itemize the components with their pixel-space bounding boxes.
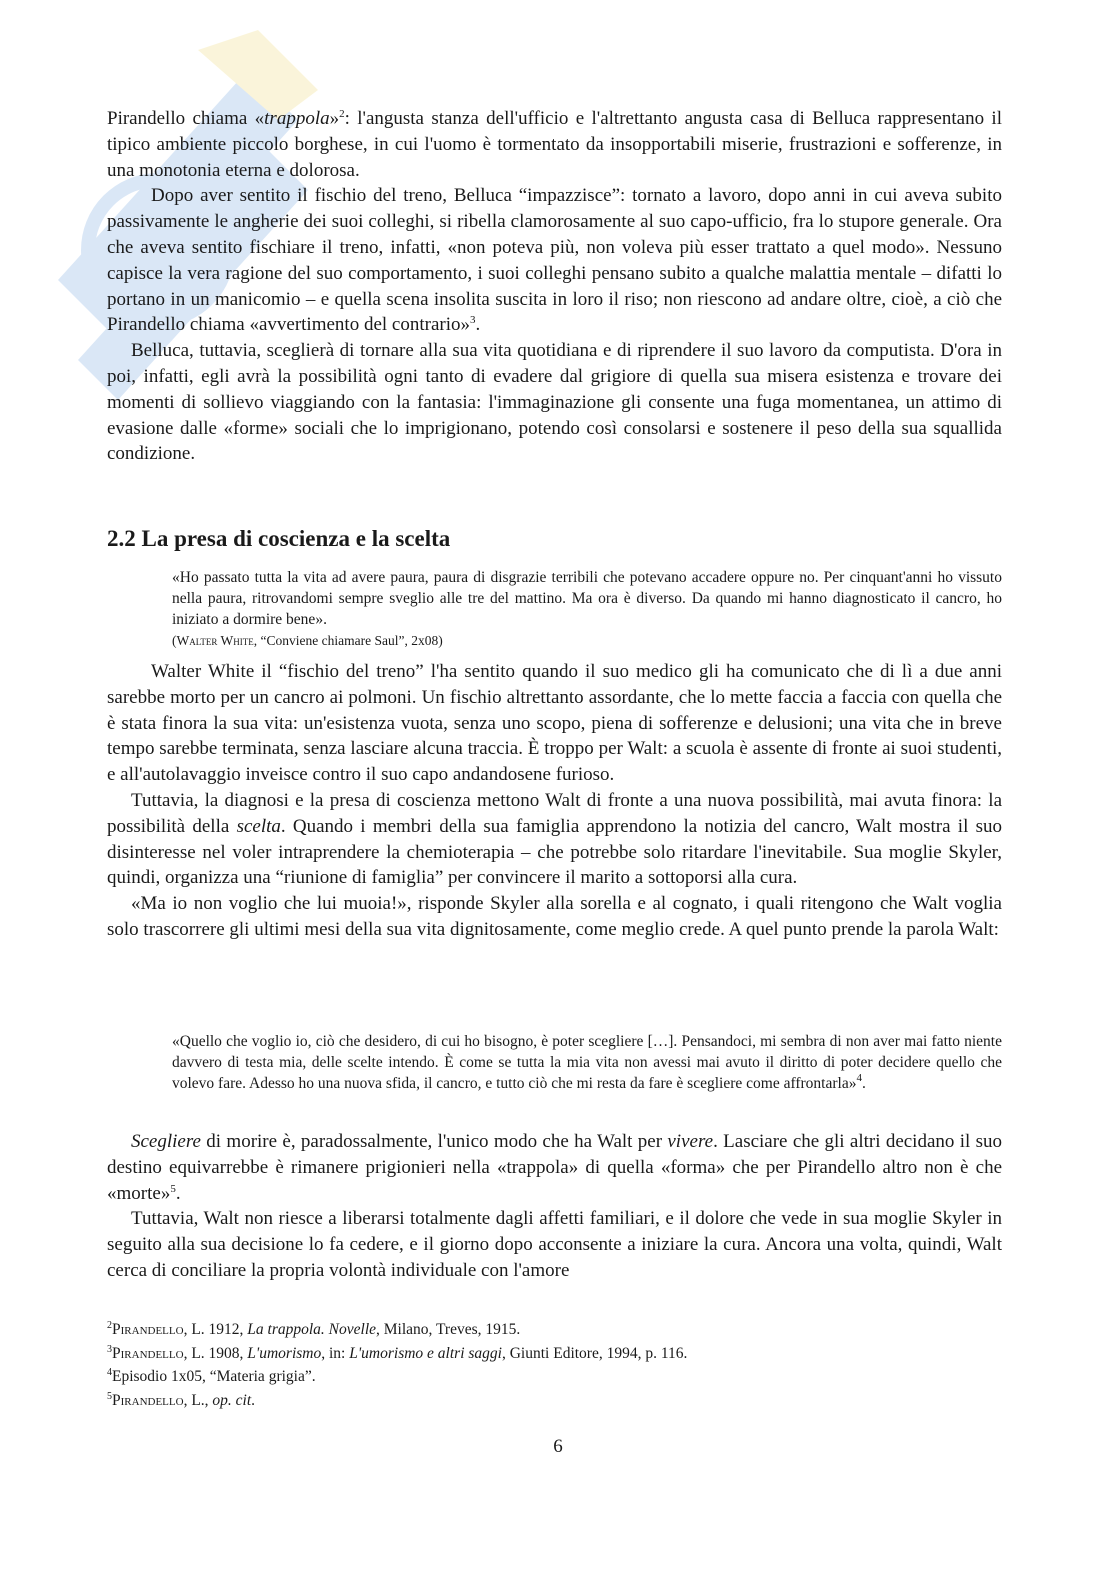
body-block-3 bbox=[107, 1129, 1002, 1284]
paragraph: Tuttavia, la diagnosi e la presa di coscienza mettono Walt di fronte a una nuova possibilità, mai avuta finora: la possibilità della scelta. Quando i membri della sua famiglia apprendono la notizia del cancro, Walt mostra il suo disinteresse nel voler intraprendere la chemioterapia – che potrebbe solo ritardare l'inevitabile. Sua moglie Skyler, quindi, organizza una “riunione di famiglia” per convincere il marito a sottoporsi alla cura. bbox=[107, 789, 1002, 889]
footnote-ref[interactable]: 4 bbox=[856, 1072, 862, 1084]
page-number: 6 bbox=[553, 1436, 563, 1457]
paragraph: «Ma io non voglio che lui muoia!», risponde Skyler alla sorella e al cognato, i quali ritengono che Walt voglia solo trascorrere gli ultimi mesi della sua vita dignitosamente, come meglio crede. A quel punto prende la parola Walt: bbox=[107, 893, 1002, 940]
block-quote-2 bbox=[172, 1031, 1002, 1094]
block-quote-1 bbox=[172, 567, 1002, 651]
paragraph: Tuttavia, Walt non riesce a liberarsi totalmente dagli affetti familiari, e il dolore che vede in sua moglie Skyler in seguito alla sua decisione lo fa cedere, e il giorno dopo acconsente a iniziare la cura. Ancora una volta, quindi, Walt cerca di conciliare la propria volontà individuale con l'amore bbox=[107, 1208, 1002, 1281]
paragraph: Scegliere di morire è, paradossalmente, l'unico modo che ha Walt per vivere. Lasciare che gli altri decidano il suo destino equivarrebbe è rimanere prigionieri nella «trappola» di quella «forma» che per Pirandello altro non è che «morte»$^5$. bbox=[107, 1131, 1003, 1204]
footnote: $^5$Pirandello, L., op. cit. bbox=[107, 1390, 256, 1409]
footnote: $^2$Pirandello, L. 1912, La trappola. Novelle, Milano, Treves, 1915. bbox=[107, 1320, 521, 1338]
body-block-2 bbox=[107, 659, 1002, 943]
footnote: $^4$Episodio 1x05, “Materia grigia”. bbox=[107, 1367, 316, 1385]
footnote: $^3$Pirandello, L. 1908, L'umorismo, in: L'umorismo e altri saggi, Giunti Editore, 1994, p. 116. bbox=[107, 1343, 688, 1362]
quote-text: «Quello che voglio io, ciò che desidero, di cui ho bisogno, è poter scegliere […]. Pensandoci, mi sembra di non aver mai fatto niente davvero di testa mia, delle scelte intendo. È come se tutta la mia vita non avessi mai avuto il diritto di poter decidere quello che volevo fare. Adesso ho una nuova sfida, il cancro, e tutto ciò che mi resta da fare è scegliere come affrontarla»$^4$. bbox=[172, 1033, 1002, 1092]
paragraph: Belluca, tuttavia, sceglierà di tornare alla sua vita quotidiana e di riprendere il suo lavoro da computista. D'ora in poi, infatti, egli avrà la possibilità ogni tanto di evadere dal grigiore di quella sua misera esistenza e trovare dei momenti di sollievo viaggiando con la fantasia: l'immaginazione gli consente una fuga momentanea, un attimo di evasione dalle «forme» sociali che lo imprigionano, potendo così consolarsi e sostenere il peso della sua squallida condizione. bbox=[107, 340, 1002, 465]
footnotes bbox=[107, 1318, 1002, 1412]
paragraph: Walter White il “fischio del treno” l'ha sentito quando il suo medico gli ha comunicato che di lì a due anni sarebbe morto per un cancro ai polmoni. Un fischio altrettanto assordante, che lo mette faccia a faccia con quella che è stata finora la sua vita: un'esistenza vuota, senza uno scopo, piena di sofferenze e delusioni; una vita che in breve tempo sarebbe terminata, senza lasciare alcuna traccia. È troppo per Walt: a scuola è assente di fronte ai suoi studenti, e all'autolavaggio inveisce contro il suo capo andandosene furioso. bbox=[107, 661, 1002, 786]
paragraph: Pirandello chiama «trappola»$^2$: l'angusta stanza dell'ufficio e l'altrettanto angusta casa di Belluca rappresentano il tipico ambiente piccolo borghese, in cui l'uomo è tormentato da insopportabili miserie, frustrazioni e sofferenze, in una monotonia eterna e dolorosa. bbox=[107, 108, 1002, 181]
body-block-1 bbox=[107, 106, 1002, 467]
quote-source: (Walter White, “Conviene chiamare Saul”, 2x08) bbox=[172, 633, 443, 648]
section-heading: 2.2 La presa di coscienza e la scelta bbox=[107, 526, 451, 551]
paragraph: Dopo aver sentito il fischio del treno, Belluca “impazzisce”: tornato a lavoro, dopo anni in cui aveva subito passivamente le angherie dei suoi colleghi, si ribella clamorosamente al suo capo-ufficio, fra lo stupore generale. Ora che aveva sentito fischiare il treno, infatti, «non poteva più, non voleva più esser trattato a quel modo». Nessuno capisce la vera ragione del suo comportamento, i suoi colleghi pensano subito a qualche malattia mentale – difatti lo portano in un manicomio – e quella scena insolita suscita in loro il riso; non riescono ad andare oltre, cioè, a ciò che Pirandello chiama «avvertimento del contrario»$^3$. bbox=[107, 185, 1002, 336]
footnote-ref[interactable]: 2 bbox=[339, 108, 345, 120]
quote-text: «Ho passato tutta la vita ad avere paura, paura di disgrazie terribili che potevano accadere oppure no. Per cinquant'anni ho vissuto nella paura, ritrovandomi sempre sveglio alle tre del mattino. Ma ora è diverso. Da quando mi hanno diagnosticato il cancro, ho iniziato a dormire bene». bbox=[172, 569, 1002, 628]
footnote-ref[interactable]: 3 bbox=[470, 314, 476, 327]
footnote-ref[interactable]: 5 bbox=[170, 1182, 176, 1195]
